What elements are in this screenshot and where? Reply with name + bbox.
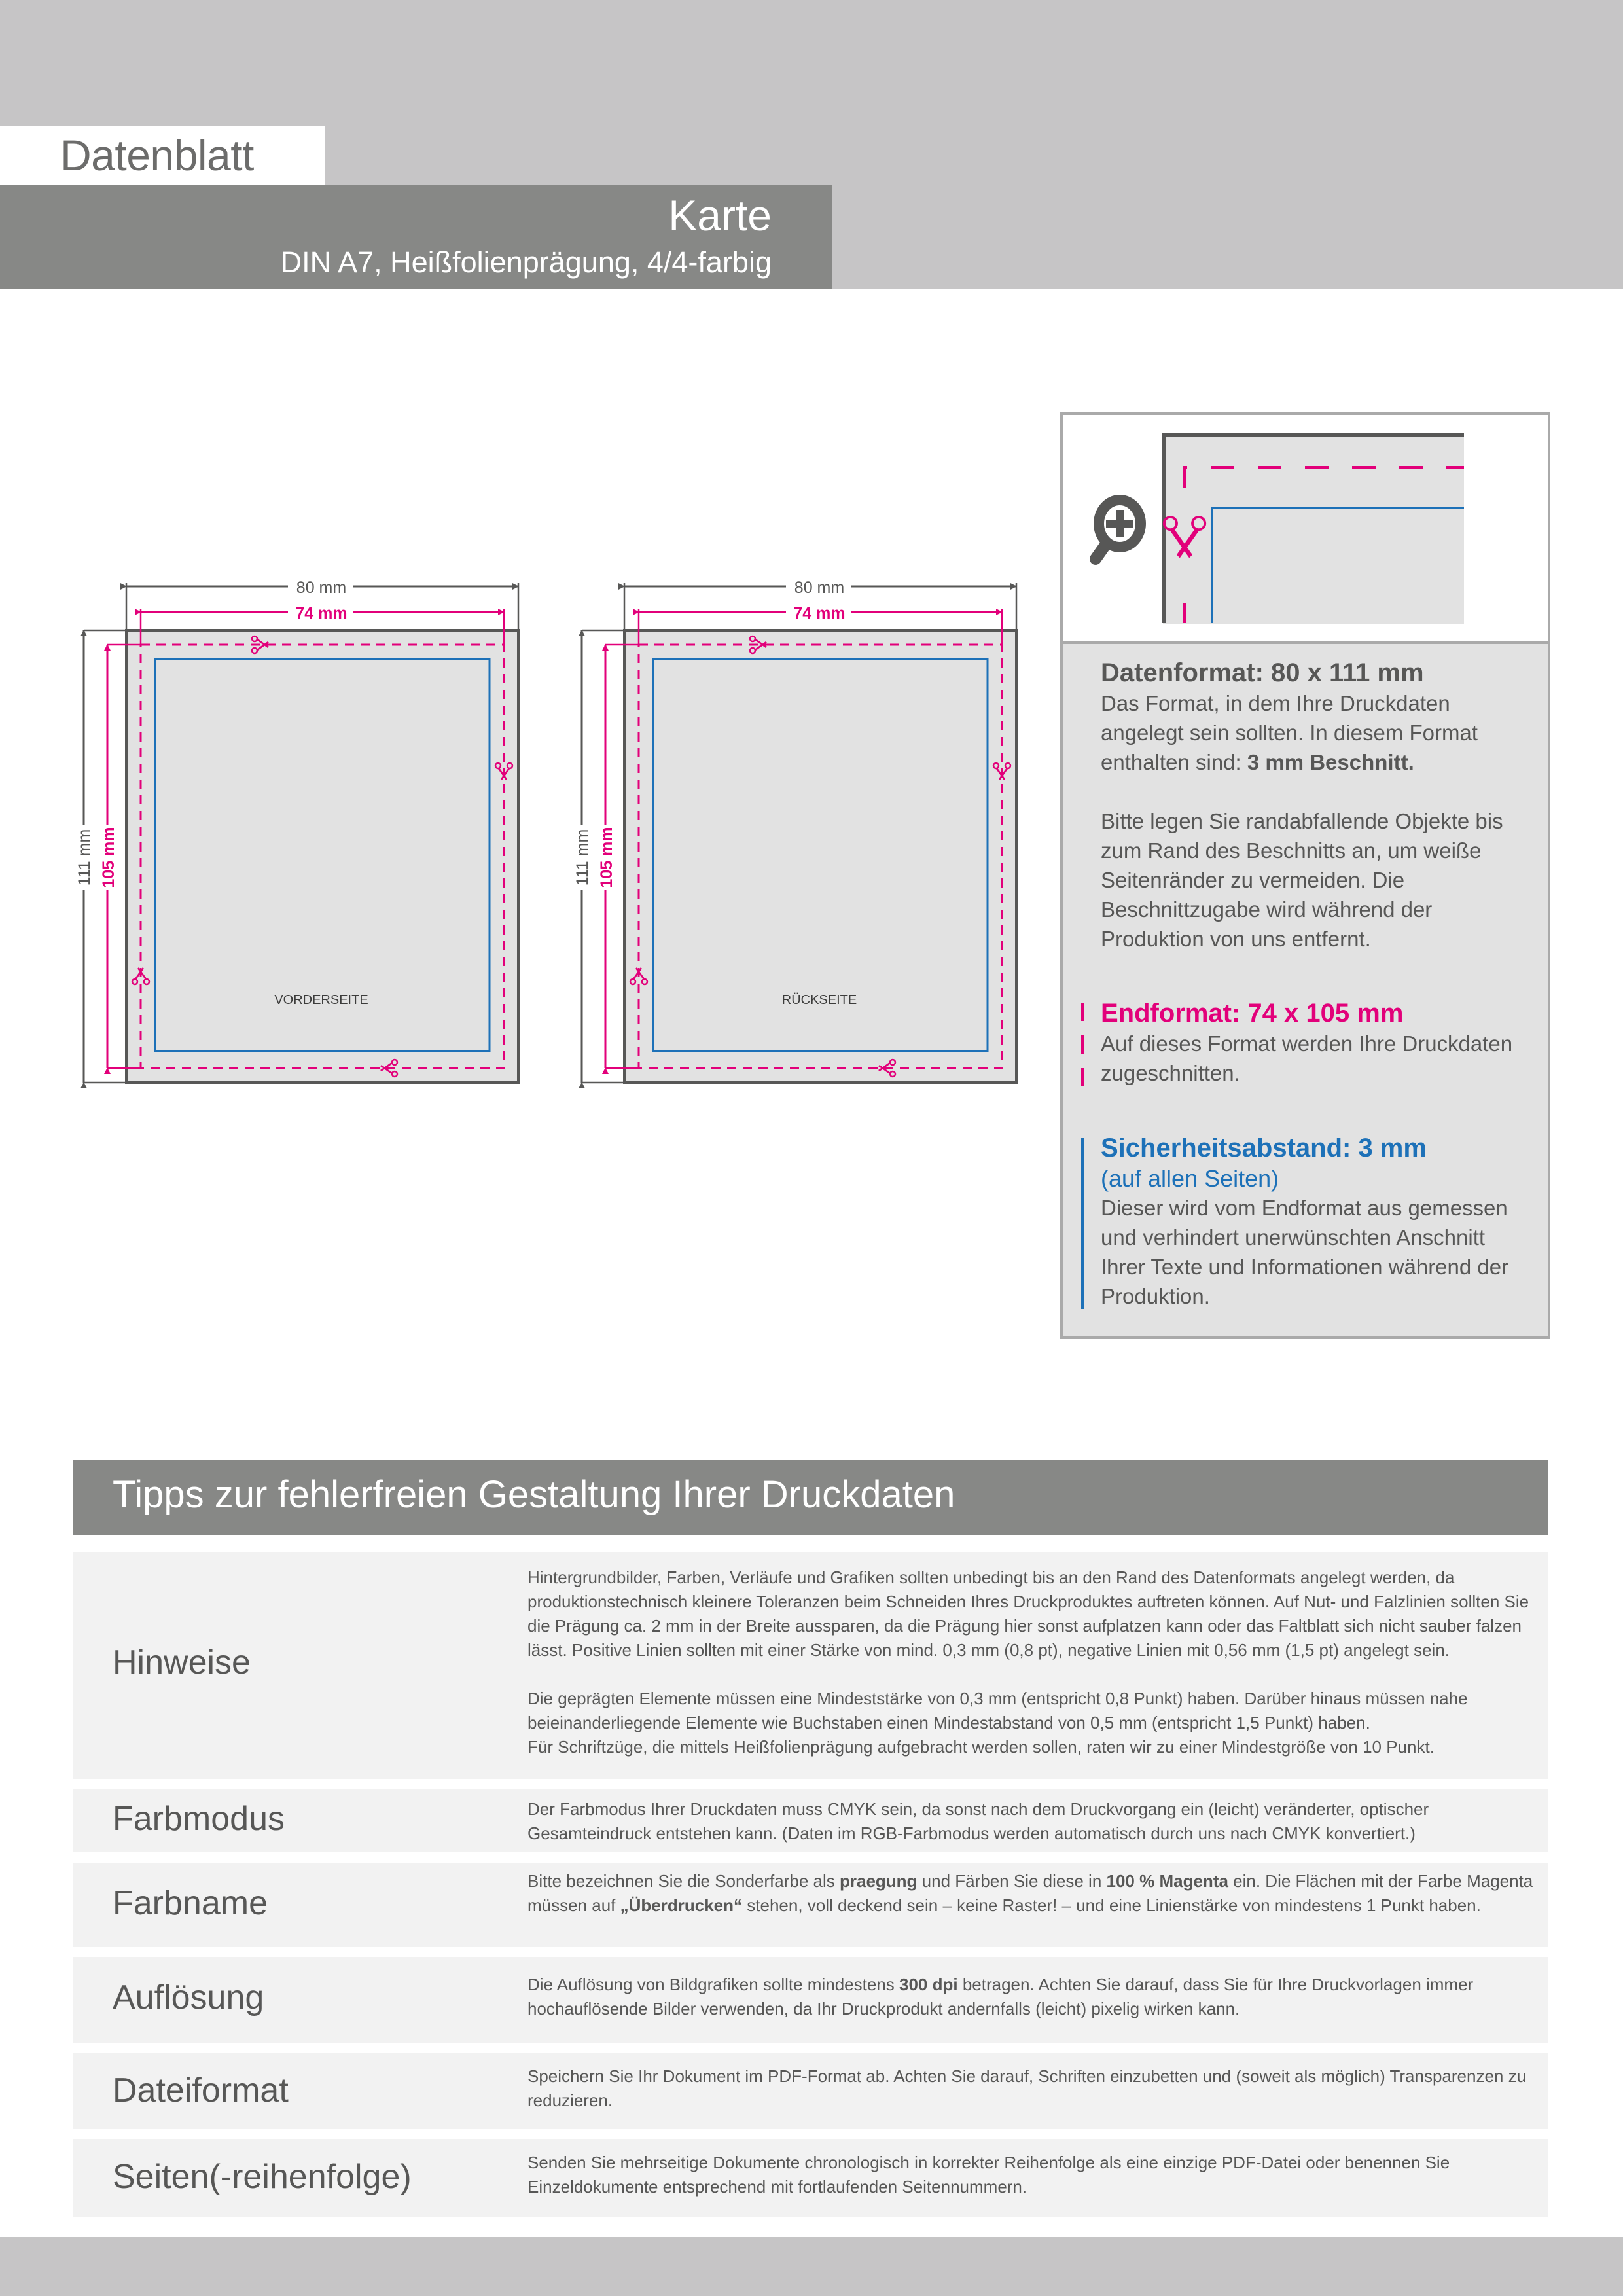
- card-label: RÜCKSEITE: [781, 993, 857, 1007]
- endformat-heading: Endformat: 74 x 105 mm: [1101, 999, 1404, 1028]
- datenformat-text: [1101, 689, 1533, 777]
- card-back: [571, 576, 1016, 1083]
- tip-paragraph: Die Auflösung von Bildgrafiken sollte mindestens 300 dpi betragen. Achten Sie darauf, dass Sie für Ihre Druckvorlagen immer hochauflösende Bilder verwenden, da Ihr Druckprodukt andernfalls (leicht) pixelig wirken kann.: [527, 1975, 1474, 2018]
- sicherheitsabstand-subheading: (auf allen Seiten): [1101, 1165, 1279, 1192]
- label-final-height: 105 mm: [597, 827, 616, 888]
- tip-paragraph: Der Farbmodus Ihrer Druckdaten muss CMYK sein, da sonst nach dem Druckvorgang ein (leicht) veränderter, optischer Gesamteindruck entstehen kann. (Daten im RGB-Farbmodus werden automatisch durch uns nach CMYK konvertiert.): [527, 1799, 1429, 1843]
- bleed-area: [624, 630, 1016, 1083]
- endformat-marker: [1081, 1003, 1084, 1088]
- tip-paragraph: Senden Sie mehrseitige Dokumente chronologisch in korrekter Reihenfolge als eine einzige PDF-Datei oder benennen Sie Einzeldokumente entsprechend mit fortlaufenden Seitennummern.: [527, 2153, 1450, 2197]
- product-name: Karte: [668, 191, 772, 240]
- tip-text: [527, 1797, 1535, 1846]
- datenformat-text-2: Bitte legen Sie randabfallende Objekte bis zum Rand des Beschnitts an, um weiße Seitenränder zu vermeiden. Die Beschnittzugabe wird während der Produktion von uns entfernt.: [1101, 809, 1503, 951]
- tip-text: [527, 1973, 1535, 2021]
- tip-paragraph: Speichern Sie Ihr Dokument im PDF-Format ab. Achten Sie darauf, Schriften einzubetten und (soweit als möglich) Transparenzen zu reduzieren.: [527, 2066, 1527, 2110]
- label-data-height: 111 mm: [75, 829, 94, 886]
- detail-preview: [1063, 415, 1548, 644]
- bleed-area: [126, 630, 518, 1083]
- label-data-width: 80 mm: [296, 579, 347, 597]
- sicherheitsabstand-marker: [1081, 1138, 1084, 1309]
- product-spec: DIN A7, Heißfolienprägung, 4/4-farbig: [280, 245, 772, 279]
- datenformat-section: [1101, 657, 1533, 954]
- footer-band: [0, 2237, 1623, 2296]
- datenformat-heading: Datenformat: 80 x 111 mm: [1101, 658, 1424, 687]
- corner-detail-illustration: [1063, 415, 1548, 641]
- zoom-in-icon: [1096, 500, 1141, 559]
- product-bar: [0, 185, 832, 289]
- tip-text: [527, 2151, 1535, 2199]
- tips-title: Tipps zur fehlerfreien Gestaltung Ihrer Druckdaten: [113, 1473, 955, 1516]
- sicherheitsabstand-section: [1101, 1132, 1533, 1311]
- tip-paragraph: Bitte bezeichnen Sie die Sonderfarbe als praegung und Färben Sie diese in 100 % Magenta ein. Die Flächen mit der Farbe Magenta müssen auf „Überdrucken“ stehen, voll deckend sein – keine Raster! – und eine Linienstärke von mindestens 1 Punkt haben.: [527, 1871, 1533, 1915]
- tip-row-farbmodus: [73, 1789, 1548, 1852]
- tip-paragraph: Für Schriftzüge, die mittels Heißfolienprägung aufgebracht werden sollen, raten wir zu einer Mindestgröße von 10 Punkt.: [527, 1737, 1435, 1757]
- label-final-height: 105 mm: [99, 827, 118, 888]
- label-data-height: 111 mm: [573, 829, 592, 886]
- tip-label: Dateiformat: [113, 2072, 289, 2109]
- tip-label: Farbname: [113, 1884, 268, 1922]
- format-diagrams: [0, 563, 1047, 1191]
- datenformat-text-1: Das Format, in dem Ihre Druckdaten angelegt sein sollten. In diesem Format enthalten sind:: [1101, 691, 1478, 774]
- tip-text: [527, 1869, 1535, 1918]
- label-data-width: 80 mm: [794, 579, 845, 597]
- endformat-section: [1101, 997, 1533, 1088]
- tip-row-hinweise: [73, 1552, 1548, 1779]
- tip-label: Farbmodus: [113, 1800, 285, 1838]
- sicherheitsabstand-text: Dieser wird vom Endformat aus gemessen und verhindert unerwünschten Anschnitt Ihrer Texte und Informationen während der Produktion.: [1101, 1196, 1509, 1308]
- tip-text: [527, 1566, 1535, 1759]
- tips-header: [73, 1460, 1548, 1535]
- tip-text: [527, 2064, 1535, 2113]
- tip-row-seitenreihenfolge: [73, 2139, 1548, 2217]
- doc-type-box: [0, 126, 325, 185]
- info-panel: [1060, 412, 1550, 1339]
- tip-row-farbname: [73, 1863, 1548, 1947]
- card-front: [73, 576, 518, 1083]
- tip-paragraph: Die geprägten Elemente müssen eine Mindeststärke von 0,3 mm (entspricht 0,8 Punkt) haben. Darüber hinaus müssen nahe beieinanderliegende Elemente wie Buchstaben einen Mindestabstand von 0,5 mm (entspricht 1,5 Punkt) haben.: [527, 1689, 1468, 1732]
- tip-row-dateiformat: [73, 2053, 1548, 2129]
- tip-label: Auflösung: [113, 1979, 264, 2017]
- datenformat-text-bold: 3 mm Beschnitt.: [1247, 750, 1414, 774]
- endformat-text: Auf dieses Format werden Ihre Druckdaten zugeschnitten.: [1101, 1031, 1513, 1085]
- tip-label: Seiten(-reihenfolge): [113, 2158, 412, 2196]
- tip-label: Hinweise: [113, 1643, 251, 1681]
- tip-row-aufloesung: [73, 1957, 1548, 2043]
- card-label: VORDERSEITE: [274, 993, 368, 1007]
- sicherheitsabstand-heading: Sicherheitsabstand: 3 mm: [1101, 1134, 1427, 1162]
- label-final-width: 74 mm: [793, 604, 846, 622]
- doc-type-title: Datenblatt: [60, 131, 254, 179]
- label-final-width: 74 mm: [295, 604, 348, 622]
- tip-paragraph: Hintergrundbilder, Farben, Verläufe und Grafiken sollten unbedingt bis an den Rand des Datenformats angelegt werden, da produktionstechnisch kleinere Toleranzen beim Schneiden Ihres Druckproduktes auftreten können. Auf Nut- und Falzlinien sollten Sie die Prägung ca. 2 mm in der Breite aussparen, da die Prägung hier sonst aufplatzen kann oder das Faltblatt sich nicht sauber falzen lässt. Positive Linien sollten mit einer Stärke von mind. 0,3 mm (0,8 pt), negative Linien mit 0,56 mm (1,5 pt) angelegt sein.: [527, 1568, 1529, 1660]
